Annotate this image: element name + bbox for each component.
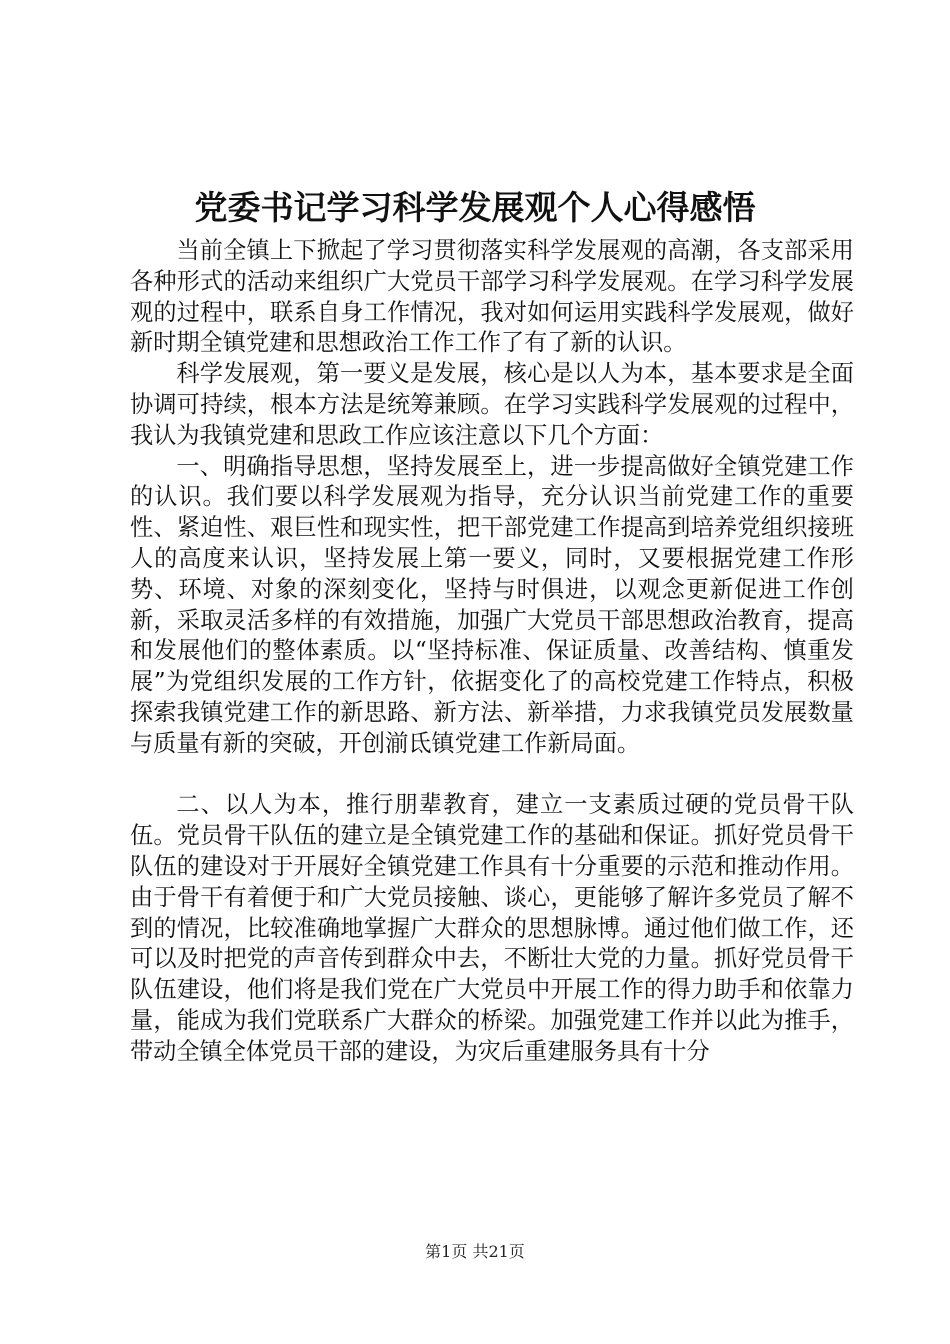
paragraph-3: 一、明确指导思想，坚持发展至上，进一步提高做好全镇党建工作的认识。我们要以科学发展观为指导，充分认识当前党建工作的重要性、紧迫性、艰巨性和现实性，把干部党建工作提高到培养党组织接班人的高度来认识，坚持发展上第一要义，同时，又要根据党建工作形势、环境、对象的深刻变化，坚持与时俱进，以观念更新促进工作创新，采取灵活多样的有效措施，加强广大党员干部思想政治教育，提高和发展他们的整体素质。以“坚持标准、保证质量、改善结构、慎重发展”为党组织发展的工作方针，依据变化了的高校党建工作特点，积极探索我镇党建工作的新思路、新方法、新举措，力求我镇党员发展数量与质量有新的突破，开创湔氐镇党建工作新局面。 — [130, 452, 854, 757]
document-title: 党委书记学习科学发展观个人心得感悟 — [194, 188, 756, 227]
document-body — [130, 236, 854, 1068]
paragraph-4: 二、以人为本，推行朋辈教育，建立一支素质过硬的党员骨干队伍。党员骨干队伍的建立是全镇党建工作的基础和保证。抓好党员骨干队伍的建设对于开展好全镇党建工作具有十分重要的示范和推动作用。由于骨干有着便于和广大党员接触、谈心，更能够了解许多党员了解不到的情况，比较准确地掌握广大群众的思想脉博。通过他们做工作，还可以及时把党的声音传到群众中去，不断壮大党的力量。抓好党员骨干队伍建设，他们将是我们党在广大党员中开展工作的得力助手和依靠力量，能成为我们党联系广大群众的桥梁。加强党建工作并以此为推手，带动全镇全体党员干部的建设，为灾后重建服务具有十分 — [130, 791, 854, 1065]
paragraph-1: 当前全镇上下掀起了学习贯彻落实科学发展观的高潮，各支部采用各种形式的活动来组织广大党员干部学习科学发展观。在学习科学发展观的过程中，联系自身工作情况，我对如何运用实践科学发展观，做好新时期全镇党建和思想政治工作工作了有了新的认识。 — [130, 237, 854, 357]
paragraph-gap — [130, 760, 854, 791]
paragraph-2: 科学发展观，第一要义是发展，核心是以人为本，基本要求是全面协调可持续，根本方法是统筹兼顾。在学习实践科学发展观的过程中，我认为我镇党建和思政工作应该注意以下几个方面： — [130, 360, 854, 449]
page-footer: 第1页 共21页 — [425, 1242, 525, 1261]
